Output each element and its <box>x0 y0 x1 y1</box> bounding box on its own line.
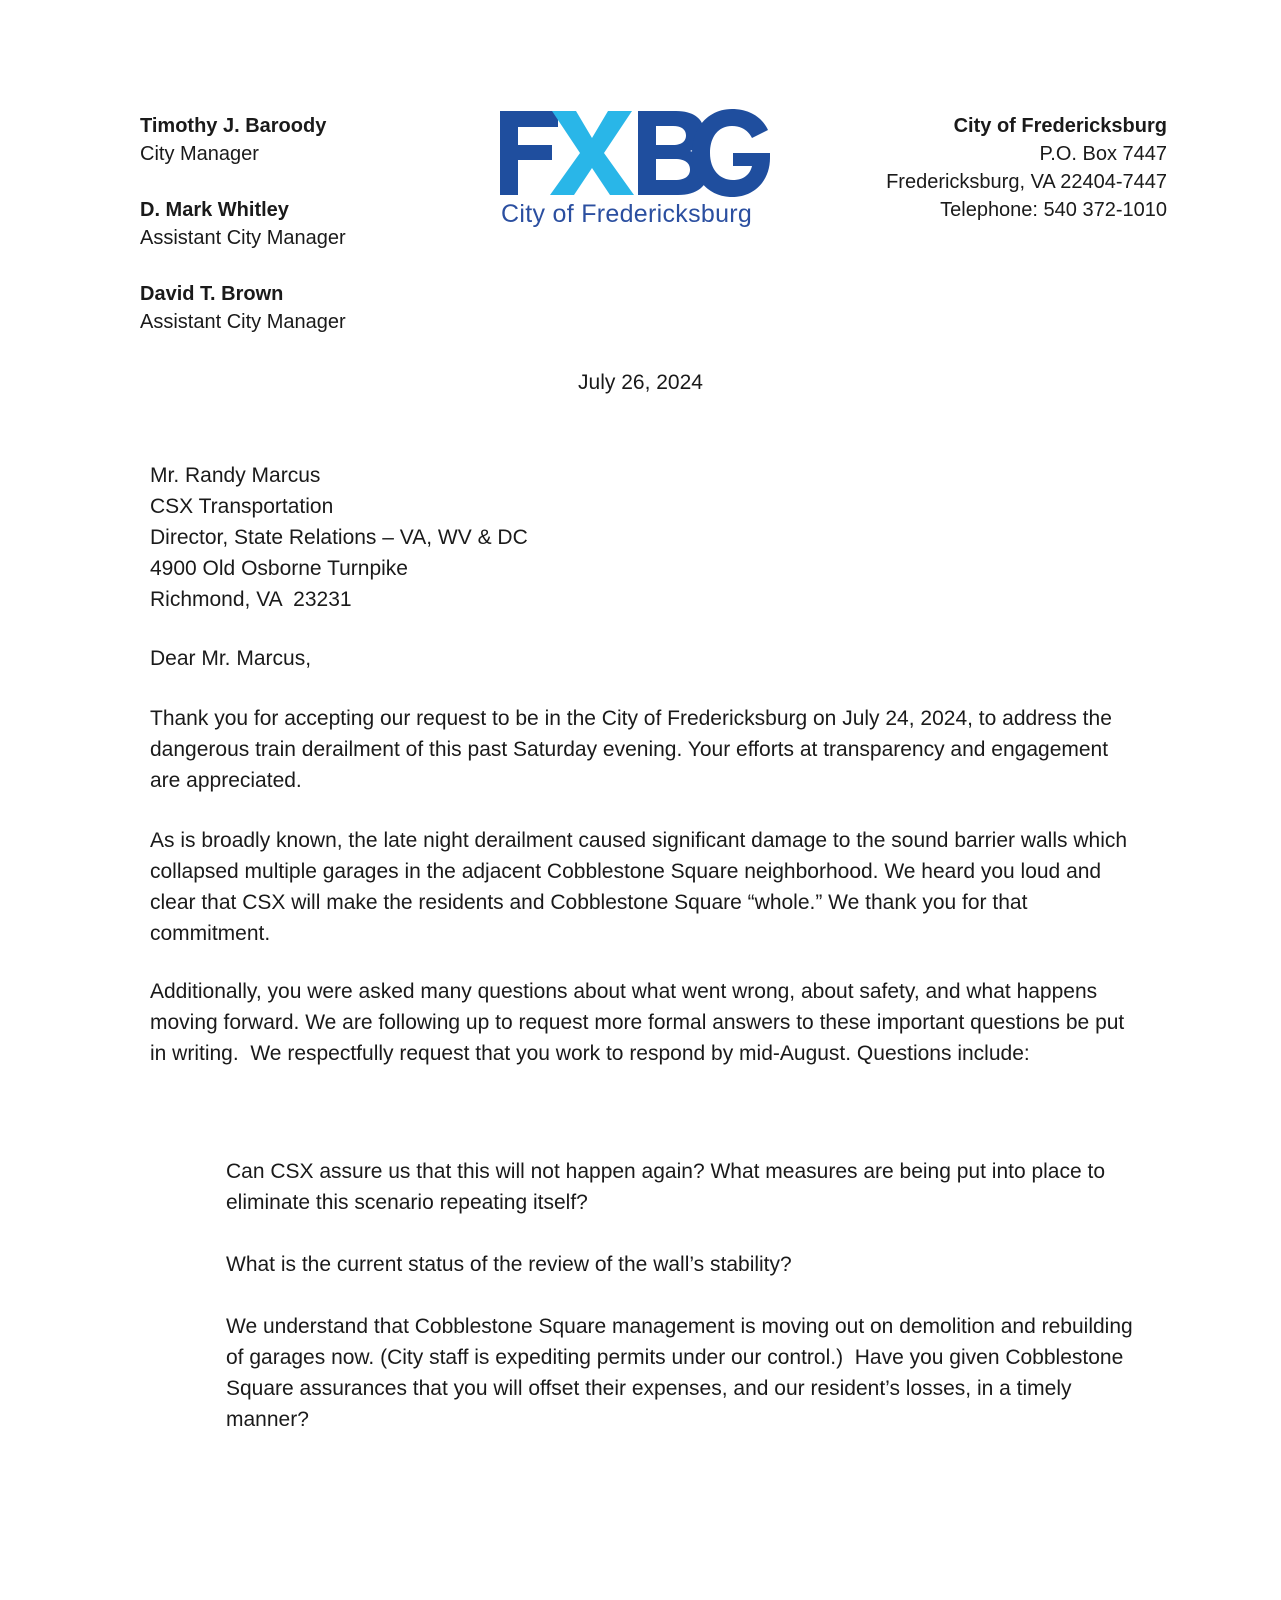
recipient-city: Richmond, VA 23231 <box>150 588 352 611</box>
staff-list <box>140 112 346 364</box>
recipient-name: Mr. Randy Marcus <box>150 464 321 487</box>
staff-name: D. Mark Whitley <box>140 199 289 221</box>
fxbg-logo-mark <box>500 108 772 198</box>
staff-title: City Manager <box>140 143 259 165</box>
address-line: Fredericksburg, VA 22404-7447 <box>886 171 1167 193</box>
question-item: We understand that Cobblestone Square management is moving out on demolition and rebuilding of garages now. (City staff is expediting permits under our control.) Have you given Cobblestone Square assurances that you will offset their expenses, and our resident’s losses, in a timely manner? <box>226 1315 1139 1431</box>
recipient-block <box>150 460 1140 615</box>
recipient-company: CSX Transportation <box>150 495 334 518</box>
address-org: City of Fredericksburg <box>953 115 1167 137</box>
address-phone: Telephone: 540 372-1010 <box>940 199 1167 221</box>
body-paragraph: Additionally, you were asked many questions about what went wrong, about safety, and what happens moving forward. We are following up to request more formal answers to these important questions be put in writing. We respectfully request that you work to respond by mid-August. Questions include: <box>150 980 1131 1065</box>
salutation: Dear Mr. Marcus, <box>150 647 312 670</box>
city-address <box>886 112 1167 224</box>
questions-list <box>226 1156 1146 1466</box>
staff-member <box>140 280 346 336</box>
logo-subtitle: City of Fredericksburg <box>501 200 753 228</box>
body-paragraph: Thank you for accepting our request to be in the City of Fredericksburg on July 24, 2024, to address the dangerous train derailment of this past Saturday evening. Your efforts at transparency and engagement are appreciated. <box>150 707 1112 792</box>
body-paragraph: As is broadly known, the late night derailment caused significant damage to the sound barrier walls which collapsed multiple garages in the adjacent Cobblestone Square neighborhood. We heard you loud and clear that CSX will make the residents and Cobblestone Square “whole.” We thank you for that commitment. <box>150 829 1128 945</box>
address-line: P.O. Box 7447 <box>1039 143 1167 165</box>
city-logo <box>500 108 790 229</box>
staff-member <box>140 112 346 168</box>
staff-member <box>140 196 346 252</box>
question-item: Can CSX assure us that this will not happen again? What measures are being put into place to eliminate this scenario repeating itself? <box>226 1160 1106 1214</box>
staff-name: Timothy J. Baroody <box>140 115 327 137</box>
staff-title: Assistant City Manager <box>140 311 346 333</box>
question-item: What is the current status of the review of the wall’s stability? <box>226 1253 792 1276</box>
recipient-title: Director, State Relations – VA, WV & DC <box>150 526 528 549</box>
recipient-street: 4900 Old Osborne Turnpike <box>150 557 408 580</box>
staff-name: David T. Brown <box>140 283 284 305</box>
letter-date: July 26, 2024 <box>578 371 703 394</box>
staff-title: Assistant City Manager <box>140 227 346 249</box>
